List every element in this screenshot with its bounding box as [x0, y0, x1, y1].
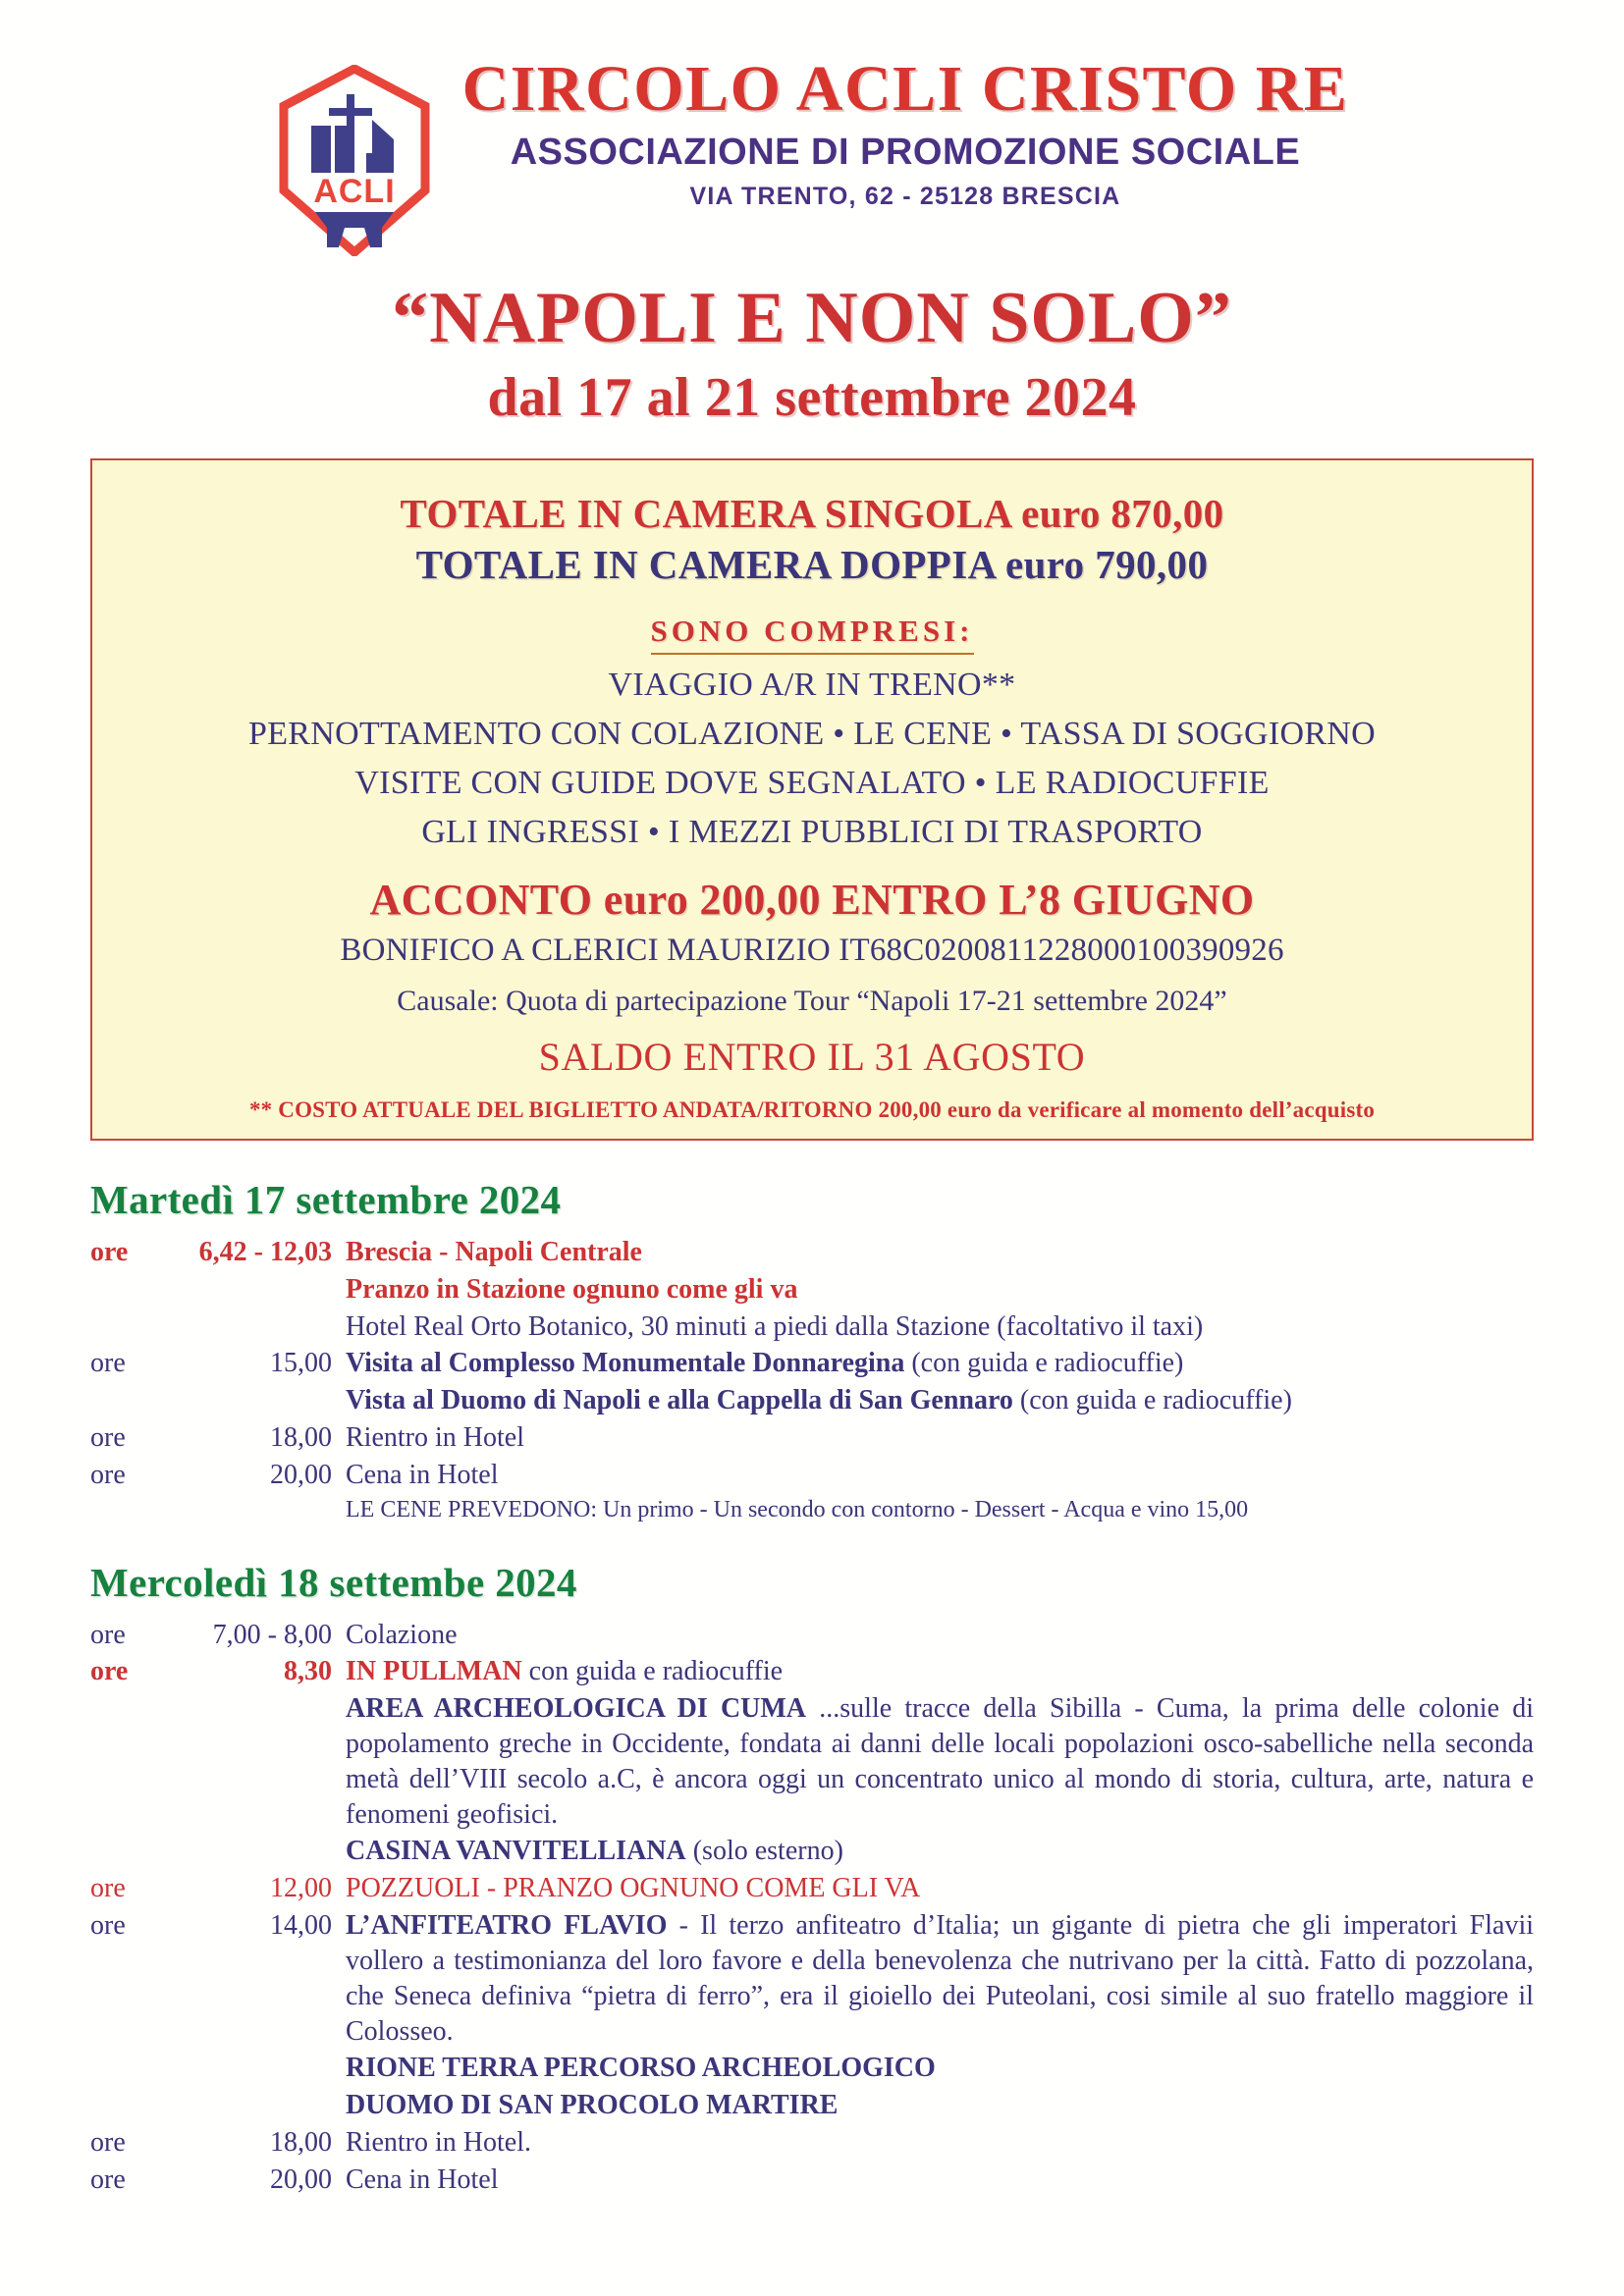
payment-reason-line: Causale: Quota di partecipazione Tour “Napoli 17-21 settembre 2024” — [397, 985, 1227, 1017]
activity-description: Pranzo in Stazione ognuno come gli va — [346, 1273, 798, 1305]
time-value: 7,00 - 8,00 — [212, 1619, 332, 1650]
itinerary — [90, 1176, 1534, 2198]
ore-label: ore — [90, 1619, 126, 1650]
svg-text:ACLI: ACLI — [312, 173, 396, 210]
ore-label: ore — [90, 1910, 126, 1942]
activity-note: (solo esterno) — [685, 1836, 843, 1867]
itinerary-row — [90, 2051, 1534, 2086]
activity-description: POZZUOLI - PRANZO OGNUNO COME GLI VA — [346, 1873, 921, 1904]
time-value: 18,00 — [270, 1422, 332, 1454]
itinerary-row — [90, 1420, 1534, 1456]
activity-description — [346, 1654, 1534, 1689]
ore-label: ore — [90, 1348, 126, 1379]
ore-label: ore — [90, 1459, 126, 1490]
itinerary-row — [90, 1495, 1534, 1525]
activity-title: CASINA VANVITELLIANA — [346, 1836, 686, 1867]
time-value: 12,00 — [270, 1873, 332, 1904]
deposit-line: ACCONTO euro 200,00 ENTRO L’8 GIUGNO — [369, 876, 1255, 924]
itinerary-row — [90, 1235, 1534, 1270]
activity-title: IN PULLMAN — [346, 1656, 522, 1687]
ticket-cost-footnote: ** COSTO ATTUALE DEL BIGLIETTO ANDATA/RITORNO 200,00 euro da verificare al momento dell’acquisto — [248, 1097, 1376, 1122]
itinerary-row — [90, 1834, 1534, 1869]
activity-note: (con guida e radiocuffie) — [1012, 1385, 1292, 1416]
itinerary-row — [90, 2125, 1534, 2161]
included-item: VIAGGIO A/R IN TRENO** — [608, 667, 1016, 703]
organization-address: VIA TRENTO, 62 - 25128 BRESCIA — [689, 183, 1121, 210]
ore-label: ore — [90, 2127, 126, 2159]
activity-title: DUOMO DI SAN PROCOLO MARTIRE — [346, 2090, 839, 2121]
activity-description — [346, 2051, 1534, 2086]
itinerary-row — [90, 1654, 1534, 1689]
activity-description — [346, 2088, 1534, 2123]
included-item: VISITE CON GUIDE DOVE SEGNALATO • LE RADIOCUFFIE — [354, 765, 1270, 801]
time-value: 8,30 — [284, 1656, 332, 1687]
activity-note: (con guida e radiocuffie) — [904, 1348, 1184, 1379]
activity-description — [346, 1908, 1534, 2049]
time-value: 20,00 — [270, 1459, 332, 1490]
day-heading: Mercoledì 18 settembe 2024 — [90, 1559, 577, 1605]
price-box — [90, 458, 1534, 1141]
activity-description: Cena in Hotel — [346, 1459, 499, 1490]
ore-label: ore — [90, 2163, 126, 2195]
header-text-block — [461, 53, 1349, 211]
itinerary-row — [90, 1272, 1534, 1308]
price-double-room: TOTALE IN CAMERA DOPPIA euro 790,00 — [415, 542, 1209, 587]
tour-title: “NAPOLI E NON SOLO” — [392, 278, 1232, 358]
activity-description: Colazione — [346, 1619, 458, 1650]
header — [0, 0, 1624, 251]
tour-dates: dal 17 al 21 settembre 2024 — [487, 367, 1137, 428]
time-value: 18,00 — [270, 2127, 332, 2159]
ore-label: ore — [90, 1422, 126, 1454]
included-item: PERNOTTAMENTO CON COLAZIONE • LE CENE • TASSA DI SOGGIORNO — [248, 716, 1376, 752]
time-value: 20,00 — [270, 2163, 332, 2195]
activity-title: RIONE TERRA PERCORSO ARCHEOLOGICO — [346, 2053, 936, 2084]
itinerary-row — [90, 1618, 1534, 1653]
activity-note: - Il terzo anfiteatro d’Italia; un gigante di pietra che gli imperatori Flavii vollero a testimonianza del loro favore e della benevolenza che nutrivano per la città. Fatto di pozzolana, che Seneca definiva “pietra di ferro”, era il gioiello dei Puteolani, cosi simile al suo fratello maggiore il Colosseo. — [346, 1910, 1534, 2047]
activity-title: Vista al Duomo di Napoli e alla Cappella di San Gennaro — [346, 1385, 1013, 1416]
bank-transfer-line: BONIFICO A CLERICI MAURIZIO IT68C0200811228000100390926 — [340, 933, 1284, 968]
itinerary-row — [90, 2088, 1534, 2123]
activity-description: Cena in Hotel — [346, 2163, 499, 2195]
activity-description — [346, 1383, 1534, 1418]
activity-description: Rientro in Hotel. — [346, 2127, 531, 2159]
activity-title: Visita al Complesso Monumentale Donnaregina — [346, 1348, 905, 1379]
activity-description: Rientro in Hotel — [346, 1422, 524, 1454]
price-single-room: TOTALE IN CAMERA SINGOLA euro 870,00 — [400, 491, 1224, 536]
ore-label: ore — [90, 1656, 129, 1687]
activity-note: ...sulle tracce della Sibilla - Cuma, la prima delle colonie di popolamento greche in Occidente, fondata ai danni delle locali popolazioni osco-sabelliche nella seconda metà dell’VIII secolo a.C, è ancora oggi un concentrato unico al mondo di storia, cultura, arte, natura e fenomeni geofisici. — [346, 1693, 1535, 1830]
itinerary-row — [90, 2163, 1534, 2198]
activity-description — [346, 1834, 1534, 1869]
ore-label: ore — [90, 1873, 126, 1904]
itinerary-row — [90, 1908, 1534, 2049]
ore-label: ore — [90, 1237, 129, 1267]
itinerary-row — [90, 1383, 1534, 1418]
activity-title: L’ANFITEATRO FLAVIO — [346, 1910, 668, 1942]
organization-title: CIRCOLO ACLI CRISTO RE — [461, 53, 1349, 125]
time-value: 6,42 - 12,03 — [198, 1237, 332, 1267]
itinerary-row — [90, 1346, 1534, 1381]
itinerary-row — [90, 1458, 1534, 1493]
day-heading: Martedì 17 settembre 2024 — [90, 1177, 562, 1222]
acli-logo — [276, 65, 433, 251]
activity-description — [346, 1346, 1534, 1381]
activity-description: Brescia - Napoli Centrale — [346, 1237, 642, 1267]
time-value: 14,00 — [270, 1910, 332, 1942]
activity-title: AREA ARCHEOLOGICA DI CUMA — [346, 1693, 807, 1725]
activity-description — [346, 1691, 1534, 1832]
itinerary-row — [90, 1691, 1534, 1832]
time-value: 15,00 — [270, 1348, 332, 1379]
itinerary-row — [90, 1309, 1534, 1345]
dinner-note: LE CENE PREVEDONO: Un primo - Un secondo con contorno - Dessert - Acqua e vino 15,00 — [346, 1496, 1249, 1522]
included-item: GLI INGRESSI • I MEZZI PUBBLICI DI TRASPORTO — [421, 814, 1203, 850]
activity-note: con guida e radiocuffie — [521, 1656, 784, 1687]
organization-subtitle: ASSOCIAZIONE DI PROMOZIONE SOCIALE — [510, 132, 1301, 173]
balance-line: SALDO ENTRO IL 31 AGOSTO — [538, 1035, 1086, 1079]
itinerary-row — [90, 1871, 1534, 1906]
activity-description: Hotel Real Orto Botanico, 30 minuti a piedi dalla Stazione (facoltativo il taxi) — [346, 1310, 1204, 1342]
included-heading: SONO COMPRESI: — [651, 614, 974, 655]
